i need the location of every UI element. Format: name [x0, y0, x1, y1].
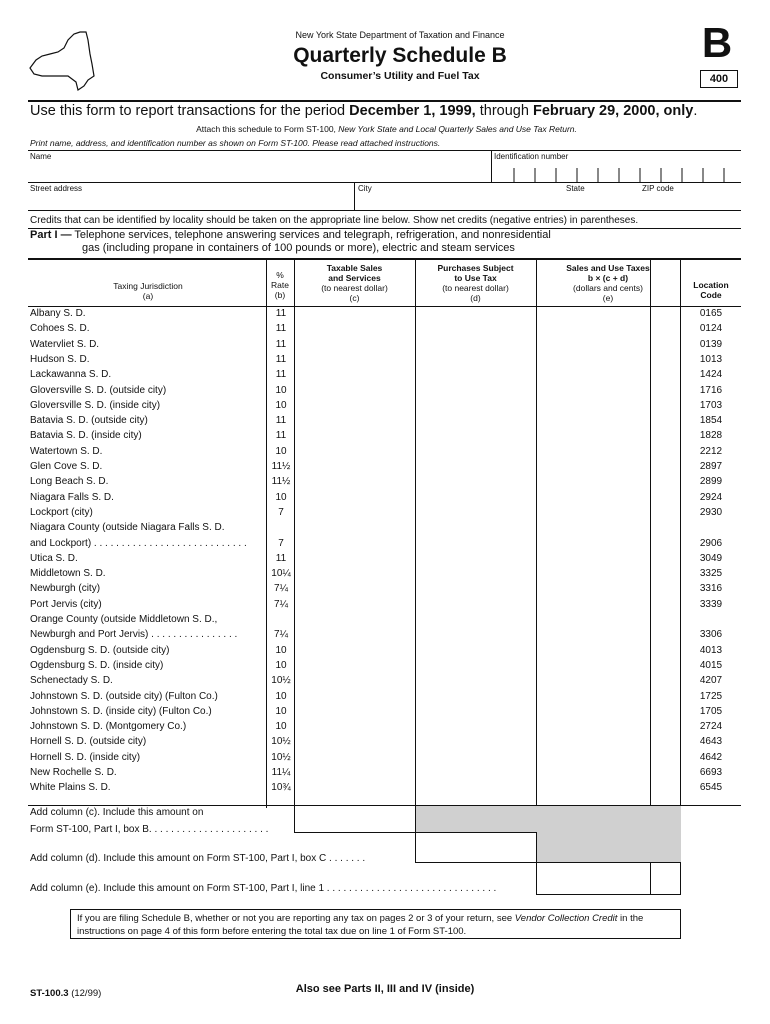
ny-state-map-logo — [28, 30, 98, 92]
table-row — [30, 552, 743, 567]
table-row — [30, 399, 743, 414]
rate-value: 10½ — [271, 751, 291, 763]
table-row — [30, 506, 743, 521]
table-row — [30, 322, 743, 337]
table-row — [30, 475, 743, 490]
amount-field-d[interactable] — [416, 322, 536, 337]
street-label: Street address — [30, 184, 83, 193]
location-code: 2930 — [699, 506, 723, 518]
print-name-instruction: Print name, address, and identification number as shown on Form ST-100. Please read attached instructions. — [30, 138, 441, 148]
jurisdiction-name: Lockport (city) — [30, 506, 93, 518]
location-code: 2924 — [699, 491, 723, 503]
amount-field-d[interactable] — [416, 567, 536, 582]
amount-field-e[interactable] — [537, 751, 680, 766]
amount-field-c[interactable] — [295, 628, 415, 643]
table-top-rule — [28, 258, 741, 260]
jurisdiction-name: Long Beach S. D. — [30, 476, 109, 488]
amount-field-e[interactable] — [537, 506, 680, 521]
amount-field-d[interactable] — [416, 445, 536, 460]
table-row — [30, 368, 743, 383]
name-label: Name — [30, 152, 52, 161]
location-code: 0124 — [699, 323, 723, 335]
amount-field-d[interactable] — [416, 368, 536, 383]
amount-field-d[interactable] — [416, 628, 536, 643]
rate-value: 10 — [275, 384, 287, 396]
attach-instruction: Attach this schedule to Form ST-100, New York State and Local Quarterly Sales and Use Tax Return. — [196, 124, 577, 134]
rate-value: 11¼ — [271, 767, 291, 778]
location-code: 4207 — [699, 675, 723, 687]
amount-field-c[interactable] — [295, 720, 415, 735]
amount-field-c[interactable] — [295, 598, 415, 613]
amount-field-e[interactable] — [537, 353, 680, 368]
jurisdiction-name: Ogdensburg S. D. (outside city) — [30, 644, 170, 656]
amount-field-c[interactable] — [295, 322, 415, 337]
credits-note: Credits that can be identified by locality should be taken on the appropriate line below. Show net credits (negative entries) in parentheses. — [30, 215, 639, 226]
rate-value: 11 — [275, 323, 287, 335]
table-row — [30, 384, 743, 399]
jurisdiction-name: Gloversville S. D. (outside city) — [30, 384, 167, 396]
amount-field-e[interactable] — [537, 537, 680, 552]
rate-value: 7 — [278, 537, 284, 549]
amount-field-c[interactable] — [295, 674, 415, 689]
state-label: State — [566, 184, 585, 193]
location-code: 3316 — [699, 583, 723, 595]
table-row — [30, 338, 743, 353]
amount-field-c[interactable] — [295, 766, 415, 781]
rate-value: 10 — [275, 705, 287, 717]
city-label: City — [358, 184, 372, 193]
amount-field-e[interactable] — [537, 384, 680, 399]
amount-field-d[interactable] — [416, 506, 536, 521]
jurisdiction-name: Hornell S. D. (outside city) — [30, 736, 147, 748]
amount-field-c[interactable] — [295, 644, 415, 659]
amount-field-c[interactable] — [295, 705, 415, 720]
amount-field-d[interactable] — [416, 735, 536, 750]
jurisdiction-name: Newburgh (city) — [30, 583, 101, 595]
amount-field-e[interactable] — [537, 368, 680, 383]
schedule-letter: B — [701, 19, 733, 66]
table-row — [30, 521, 743, 536]
location-code: 3306 — [699, 629, 723, 641]
jurisdiction-name: New Rochelle S. D. — [30, 767, 117, 778]
jurisdiction-name: Glen Cove S. D. — [30, 461, 103, 472]
table-row — [30, 429, 743, 444]
total-column-e-field[interactable] — [536, 862, 681, 895]
table-row — [30, 690, 743, 705]
amount-field-d[interactable] — [416, 338, 536, 353]
id-number-ticks — [494, 166, 741, 182]
amount-field-e[interactable] — [537, 644, 680, 659]
amount-field-c[interactable] — [295, 506, 415, 521]
zip-field[interactable] — [642, 194, 740, 208]
table-row — [30, 414, 743, 429]
total-column-c-field[interactable] — [294, 805, 416, 833]
rate-value: 7¼ — [274, 629, 288, 641]
jurisdiction-name: Utica S. D. — [30, 552, 78, 564]
address-bottom-rule — [28, 210, 741, 211]
amount-field-e[interactable] — [537, 414, 680, 429]
rate-value: 10 — [275, 644, 287, 656]
name-field[interactable] — [30, 162, 488, 180]
amount-field-e[interactable] — [537, 491, 680, 506]
table-row — [30, 720, 743, 735]
rate-value: 11 — [275, 338, 287, 350]
location-code: 1828 — [699, 430, 723, 442]
department-name: New York State Department of Taxation and Finance — [295, 30, 505, 40]
also-see-note: Also see Parts II, III and IV (inside) — [295, 983, 475, 995]
table-row — [30, 659, 743, 674]
rate-value: 7 — [278, 506, 284, 518]
amount-field-d[interactable] — [416, 751, 536, 766]
amount-field-d[interactable] — [416, 720, 536, 735]
zip-label: ZIP code — [642, 184, 674, 193]
amount-field-c[interactable] — [295, 751, 415, 766]
location-code: 2212 — [699, 445, 723, 457]
amount-field-c[interactable] — [295, 414, 415, 429]
location-code: 3049 — [699, 552, 723, 564]
rate-value: 10 — [275, 659, 287, 671]
col-header-purchases: Purchases Subject to Use Tax (to nearest dollar) (d) — [437, 263, 514, 303]
table-row — [30, 491, 743, 506]
location-code: 1703 — [699, 399, 723, 411]
location-code: 4013 — [699, 644, 723, 656]
location-code: 1013 — [699, 353, 723, 365]
amount-field-e[interactable] — [537, 322, 680, 337]
jurisdiction-name: Johnstown S. D. (inside city) (Fulton Co.) — [30, 705, 212, 717]
jurisdiction-name: and Lockport) . . . . . . . . . . . . . . . . . . . . . . . . . . . . — [30, 537, 247, 549]
id-number-field[interactable] — [494, 166, 741, 182]
col-header-taxes: Sales and Use Taxes b × (c + d) (dollars and cents) (e) — [566, 263, 650, 303]
table-row — [30, 735, 743, 750]
amount-field-d[interactable] — [416, 705, 536, 720]
amount-field-e[interactable] — [537, 628, 680, 643]
table-row — [30, 613, 743, 628]
amount-field-d[interactable] — [416, 307, 536, 322]
amount-field-c[interactable] — [295, 353, 415, 368]
rate-value: 10¼ — [271, 568, 291, 580]
rate-value: 11 — [275, 415, 287, 427]
table-row — [30, 582, 743, 597]
amount-field-e[interactable] — [537, 674, 680, 689]
add-column-c-label-1: Add column (c). Include this amount on — [30, 807, 204, 818]
amount-field-d[interactable] — [416, 766, 536, 781]
header-rule — [28, 100, 741, 102]
location-code: 2906 — [699, 537, 723, 549]
amount-field-e[interactable] — [537, 475, 680, 490]
total-column-d-field[interactable] — [415, 832, 537, 863]
part1-heading: Part I — Telephone services, telephone answering services and telegraph, refrigeration, and nonresidential gas (including propane in containers of 100 pounds or more), electric and steam services — [30, 229, 551, 254]
location-code: 6545 — [699, 782, 723, 794]
page-title: Quarterly Schedule B — [293, 44, 507, 67]
amount-field-d[interactable] — [416, 690, 536, 705]
amount-field-e[interactable] — [537, 720, 680, 735]
rate-value: 11 — [275, 353, 287, 365]
jurisdiction-name: Batavia S. D. (inside city) — [30, 430, 142, 442]
amount-field-c[interactable] — [295, 307, 415, 322]
amount-field-d[interactable] — [416, 537, 536, 552]
col-header-rate: % Rate (b) — [271, 270, 289, 300]
amount-field-e[interactable] — [537, 659, 680, 674]
amount-field-d[interactable] — [416, 491, 536, 506]
table-row — [30, 705, 743, 720]
amount-field-d[interactable] — [416, 659, 536, 674]
amount-field-e[interactable] — [537, 690, 680, 705]
location-code: 3339 — [699, 598, 723, 610]
amount-field-c[interactable] — [295, 735, 415, 750]
period-statement: Use this form to report transactions for the period December 1, 1999, through February 29, 2000, only. — [30, 103, 698, 119]
amount-field-d[interactable] — [416, 429, 536, 444]
table-row — [30, 674, 743, 689]
table-row — [30, 567, 743, 582]
location-code: 1716 — [699, 384, 723, 396]
street-field[interactable] — [30, 194, 350, 208]
amount-field-d[interactable] — [416, 384, 536, 399]
table-row — [30, 766, 743, 781]
location-code: 4643 — [699, 736, 723, 748]
location-code: 0165 — [699, 308, 723, 319]
amount-field-d[interactable] — [416, 414, 536, 429]
table-row — [30, 644, 743, 659]
amount-field-e[interactable] — [537, 781, 680, 796]
amount-field-d[interactable] — [416, 781, 536, 796]
city-divider — [354, 182, 355, 210]
amount-field-c[interactable] — [295, 445, 415, 460]
amount-field-d[interactable] — [416, 399, 536, 414]
jurisdiction-name: Hornell S. D. (inside city) — [30, 751, 141, 763]
col-header-location-code: Location Code — [693, 280, 729, 300]
page-subtitle: Consumer’s Utility and Fuel Tax — [320, 70, 480, 82]
location-code: 1854 — [699, 415, 723, 427]
rate-value: 11 — [275, 552, 287, 564]
amount-field-c[interactable] — [295, 582, 415, 597]
table-row — [30, 445, 743, 460]
table-row — [30, 598, 743, 613]
jurisdiction-name: Niagara Falls S. D. — [30, 491, 114, 503]
amount-field-c[interactable] — [295, 690, 415, 705]
form-id: ST-100.3 (12/99) — [30, 988, 102, 999]
amount-field-e[interactable] — [537, 567, 680, 582]
amount-field-d[interactable] — [416, 353, 536, 368]
rate-value: 10 — [275, 399, 287, 411]
jurisdiction-name: Cohoes S. D. — [30, 323, 90, 335]
jurisdiction-name: Albany S. D. — [30, 308, 86, 319]
jurisdiction-name: Orange County (outside Middletown S. D., — [30, 614, 218, 625]
amount-field-c[interactable] — [295, 567, 415, 582]
amount-field-e[interactable] — [537, 766, 680, 781]
col-header-taxable-sales: Taxable Sales and Services (to nearest dollar) (c) — [321, 263, 388, 303]
rate-value: 11½ — [271, 461, 291, 472]
amount-field-e[interactable] — [537, 445, 680, 460]
street-top-rule — [28, 182, 741, 183]
amount-field-c[interactable] — [295, 552, 415, 567]
vendor-credit-note: If you are filing Schedule B, whether or not you are reporting any tax on pages 2 or 3 of your return, see Vendor Collection Credit in the instructions on page 4 of this form before entering the total tax due on line 1 of Form ST-100. — [70, 909, 681, 939]
amount-field-e[interactable] — [537, 552, 680, 567]
rate-value: 11½ — [271, 476, 291, 488]
rate-value: 7¼ — [274, 583, 288, 595]
table-row — [30, 751, 743, 766]
rate-value: 11 — [275, 430, 287, 442]
jurisdiction-name: Port Jervis (city) — [30, 598, 102, 610]
amount-field-e[interactable] — [537, 735, 680, 750]
location-code: 2899 — [699, 476, 723, 488]
amount-field-c[interactable] — [295, 781, 415, 796]
location-code: 6693 — [699, 767, 723, 778]
amount-field-e[interactable] — [537, 582, 680, 597]
table-row — [30, 307, 743, 322]
rate-value: 10 — [275, 690, 287, 702]
jurisdiction-name: Hudson S. D. — [30, 353, 90, 365]
jurisdiction-name: Johnstown S. D. (outside city) (Fulton Co.) — [30, 690, 218, 702]
rate-value: 7¼ — [274, 598, 288, 610]
amount-field-c[interactable] — [295, 429, 415, 444]
name-top-rule — [28, 150, 741, 151]
location-code: 1705 — [699, 705, 723, 717]
rate-value: 10 — [275, 721, 287, 733]
amount-field-c[interactable] — [295, 659, 415, 674]
add-column-c-label-2: Form ST-100, Part I, box B. . . . . . . . . . . . . . . . . . . . . . — [30, 824, 269, 835]
amount-field-c[interactable] — [295, 475, 415, 490]
amount-field-e[interactable] — [537, 598, 680, 613]
add-column-d-label: Add column (d). Include this amount on Form ST-100, Part I, box C . . . . . . . — [30, 853, 366, 864]
jurisdiction-name: Middletown S. D. — [30, 568, 106, 580]
table-row — [30, 353, 743, 368]
id-divider — [491, 150, 492, 182]
jurisdiction-name: White Plains S. D. — [30, 782, 111, 794]
amount-field-c[interactable] — [295, 491, 415, 506]
rate-value: 10 — [275, 445, 287, 457]
location-code: 2724 — [699, 721, 723, 733]
jurisdiction-name: Batavia S. D. (outside city) — [30, 415, 148, 427]
amount-field-d[interactable] — [416, 475, 536, 490]
state-field[interactable] — [566, 194, 626, 208]
form-number-badge: 400 — [700, 70, 738, 88]
jurisdiction-name: Newburgh and Port Jervis) . . . . . . . . . . . . . . . . — [30, 629, 238, 641]
amount-field-d[interactable] — [416, 674, 536, 689]
amount-field-d[interactable] — [416, 644, 536, 659]
amount-field-e[interactable] — [537, 705, 680, 720]
location-code: 2897 — [699, 461, 723, 472]
jurisdiction-name: Schenectady S. D. — [30, 675, 113, 687]
rate-value: 10 — [275, 491, 287, 503]
location-code: 4015 — [699, 659, 723, 671]
amount-field-d[interactable] — [416, 552, 536, 567]
table-row — [30, 781, 743, 796]
amount-field-c[interactable] — [295, 338, 415, 353]
jurisdiction-name: Gloversville S. D. (inside city) — [30, 399, 161, 411]
rate-value: 11 — [275, 369, 287, 381]
location-code: 0139 — [699, 338, 723, 350]
total-e-cents-divider — [650, 862, 651, 895]
rate-value: 10¾ — [271, 782, 291, 794]
jurisdiction-name: Lackawanna S. D. — [30, 369, 112, 381]
amount-field-d[interactable] — [416, 460, 536, 475]
amount-field-c[interactable] — [295, 399, 415, 414]
jurisdiction-name: Johnstown S. D. (Montgomery Co.) — [30, 721, 187, 733]
amount-field-d[interactable] — [416, 582, 536, 597]
amount-field-e[interactable] — [537, 307, 680, 322]
jurisdiction-name: Watertown S. D. — [30, 445, 103, 457]
location-code: 1725 — [699, 690, 723, 702]
location-code: 3325 — [699, 568, 723, 580]
table-row — [30, 537, 743, 552]
amount-field-e[interactable] — [537, 338, 680, 353]
location-code: 1424 — [699, 369, 723, 381]
amount-field-e[interactable] — [537, 460, 680, 475]
amount-field-e[interactable] — [537, 429, 680, 444]
amount-field-c[interactable] — [295, 460, 415, 475]
add-column-e-label: Add column (e). Include this amount on Form ST-100, Part I, line 1 . . . . . . . . . . . . . . . . . . . . . . . . . . . . . . . — [30, 883, 497, 894]
amount-field-c[interactable] — [295, 384, 415, 399]
rate-value: 10½ — [271, 675, 291, 687]
amount-field-c[interactable] — [295, 537, 415, 552]
location-code: 4642 — [699, 751, 723, 763]
col-header-jurisdiction: Taxing Jurisdiction (a) — [113, 281, 183, 301]
amount-field-e[interactable] — [537, 399, 680, 414]
table-row — [30, 460, 743, 475]
rate-value: 10½ — [271, 736, 291, 748]
jurisdiction-name: Niagara County (outside Niagara Falls S. D. — [30, 522, 225, 534]
city-field[interactable] — [358, 194, 558, 208]
table-row — [30, 628, 743, 643]
amount-field-c[interactable] — [295, 368, 415, 383]
rate-value: 11 — [275, 308, 287, 319]
id-number-label: Identification number — [494, 152, 569, 161]
jurisdiction-name: Ogdensburg S. D. (inside city) — [30, 659, 164, 671]
jurisdiction-name: Watervliet S. D. — [30, 338, 100, 350]
amount-field-d[interactable] — [416, 598, 536, 613]
